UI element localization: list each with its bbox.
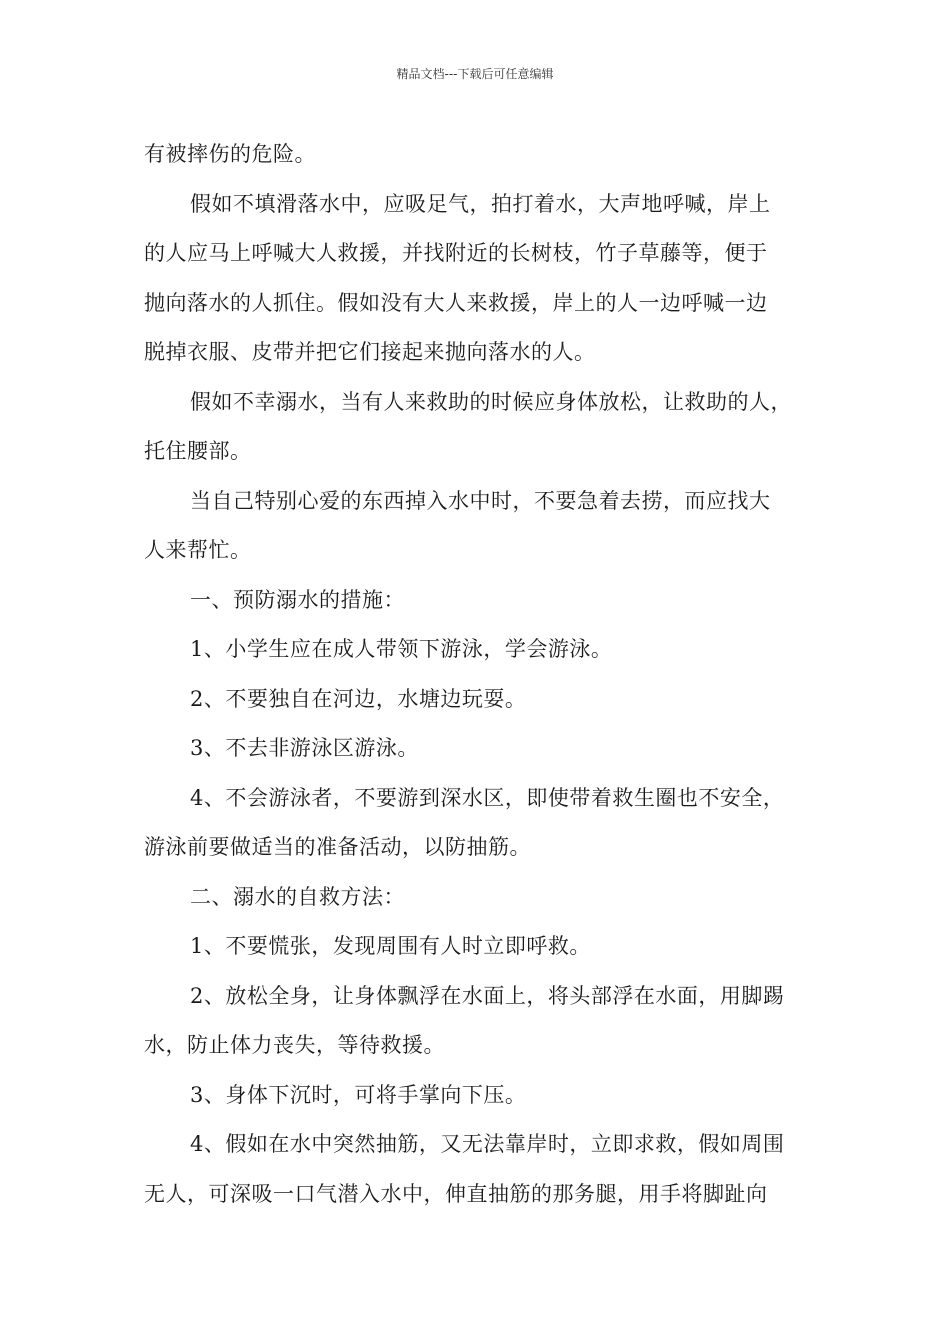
text-line: 1、小学生应在成人带领下游泳，学会游泳。 <box>190 637 613 661</box>
text-line: 假如不幸溺水，当有人来救助的时候应身体放松，让救助的人， <box>190 389 792 414</box>
text-line: 3、身体下沉时，可将手掌向下压。 <box>190 1082 527 1107</box>
document-body <box>144 130 812 1219</box>
text-line: 有被摔伤的危险。 <box>144 142 316 166</box>
text-line: 2、放松全身，让身体飘浮在水面上，将头部浮在水面，用脚踢 <box>190 983 785 1008</box>
text-line: 无人，可深吸一口气潜入水中，伸直抽筋的那务腿，用手将脚趾向 <box>144 1181 768 1206</box>
text-line: 二、溺水的自救方法： <box>190 884 405 909</box>
text-line: 一、预防溺水的措施： <box>190 587 405 612</box>
text-line: 假如不填滑落水中，应吸足气，拍打着水，大声地呼喊，岸上 <box>190 191 771 216</box>
text-line: 人来帮忙。 <box>144 538 252 562</box>
text-line: 3、不去非游泳区游泳。 <box>190 736 419 760</box>
text-line: 的人应马上呼喊大人救援，并找附近的长树枝，竹子草藤等，便于 <box>144 241 768 265</box>
text-line: 游泳前要做适当的准备活动，以防抽筋。 <box>144 835 531 859</box>
text-line: 1、不要慌张，发现周围有人时立即呼救。 <box>190 934 591 958</box>
text-line: 水，防止体力丧失，等待救援。 <box>144 1033 445 1057</box>
text-line: 4、不会游泳者，不要游到深水区，即使带着救生圈也不安全， <box>190 785 785 810</box>
text-line: 脱掉衣服、皮带并把它们接起来抛向落水的人。 <box>144 340 596 364</box>
text-line: 托住腰部。 <box>144 439 252 463</box>
text-line: 当自己特别心爱的东西掉入水中时，不要急着去捞，而应找大 <box>190 488 771 513</box>
text-line: 4、假如在水中突然抽筋，又无法靠岸时，立即求救，假如周围 <box>190 1132 785 1156</box>
page-header: 精品文档---下载后可任意编辑 <box>396 67 554 81</box>
text-line: 抛向落水的人抓住。假如没有大人来救援，岸上的人一边呼喊一边 <box>144 290 768 315</box>
text-line: 2、不要独自在河边，水塘边玩耍。 <box>190 686 527 711</box>
